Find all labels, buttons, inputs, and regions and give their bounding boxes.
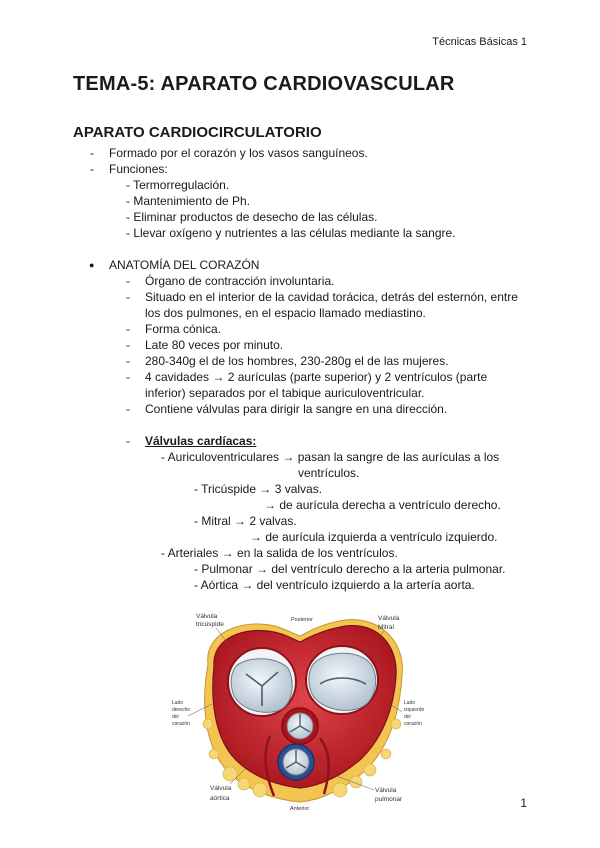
function-item: - Llevar oxígeno y nutrientes a las células mediante la sangre.	[126, 226, 456, 240]
intro-item: Formado por el corazón y los vasos sanguíneos.	[109, 146, 368, 160]
valve-line: ventrículos.	[298, 466, 360, 480]
label-left-side: del	[404, 714, 411, 720]
label-tricuspid: tricúspide	[196, 621, 224, 628]
function-item: - Termorregulación.	[126, 178, 230, 192]
label-pulmonary: pulmonar	[375, 796, 403, 803]
label-right-side: corazón	[172, 721, 190, 727]
running-header: Técnicas Básicas 1	[432, 36, 527, 48]
anatomy-item: Forma cónica.	[145, 322, 222, 336]
label-right-side: Lado	[172, 700, 184, 706]
label-posterior: Posterior	[291, 617, 314, 623]
heart-valves-figure	[170, 604, 430, 814]
label-aortic: aórtica	[210, 795, 230, 802]
label-anterior: Anterior	[290, 806, 310, 812]
anatomy-item: 4 cavidades → 2 aurículas (parte superior) y 2 ventrículos (parte	[145, 370, 488, 384]
dash-bullet: -	[126, 402, 130, 416]
valve-line: - Tricúspide → 3 valvas.	[194, 482, 323, 496]
valve-line: - Arteriales → en la salida de los ventrículos.	[161, 546, 398, 560]
tricuspid-valve	[228, 648, 296, 716]
valve-line: - Aórtica → del ventrículo izquierdo a la artería aorta.	[194, 578, 475, 592]
valve-line: → de aurícula derecha a ventrículo derecho.	[264, 498, 501, 512]
anatomy-item: Órgano de contracción involuntaria.	[145, 274, 335, 288]
label-mitral: Mitral	[378, 624, 394, 631]
label-left-side: corazón	[404, 721, 422, 727]
label-right-side: del	[172, 714, 179, 720]
dash-bullet: -	[90, 162, 94, 176]
dash-bullet: -	[126, 274, 130, 288]
valve-line: - Auriculoventriculares → pasan la sangre de las aurículas a los	[161, 450, 500, 464]
label-mitral: Válvula	[378, 615, 400, 622]
dash-bullet: -	[126, 354, 130, 368]
function-item: - Mantenimiento de Ph.	[126, 194, 251, 208]
label-left-side: izquierdo	[404, 707, 425, 713]
dash-bullet: -	[90, 146, 94, 160]
dash-bullet: -	[126, 370, 130, 384]
dash-bullet: -	[126, 322, 130, 336]
label-pulmonary: Válvula	[375, 787, 397, 794]
dash-bullet: -	[126, 338, 130, 352]
anatomy-item: los dos pulmones, en el espacio llamado mediastino.	[145, 306, 426, 320]
circle-bullet: ●	[89, 260, 95, 270]
label-aortic: Válvula	[210, 785, 232, 792]
valve-line: - Pulmonar → del ventrículo derecho a la arteria pulmonar.	[194, 562, 506, 576]
anatomy-heading: ANATOMÍA DEL CORAZÓN	[109, 258, 260, 272]
dash-bullet: -	[126, 290, 130, 304]
page-number: 1	[520, 796, 527, 810]
pulmonary-valve-shape	[278, 744, 314, 780]
mitral-valve	[306, 646, 378, 714]
label-tricuspid: Válvula	[196, 613, 218, 620]
valve-line: → de aurícula izquierda a ventrículo izquierdo.	[250, 530, 498, 544]
label-left-side: Lado	[404, 700, 416, 706]
aortic-valve-shape	[282, 708, 318, 744]
intro-item: Funciones:	[109, 162, 168, 176]
valves-heading: Válvulas cardíacas:	[145, 434, 257, 448]
dash-bullet: -	[126, 434, 130, 448]
anatomy-item: 280-340g el de los hombres, 230-280g el de las mujeres.	[145, 354, 449, 368]
function-item: - Eliminar productos de desecho de las células.	[126, 210, 378, 224]
anatomy-item: Late 80 veces por minuto.	[145, 338, 284, 352]
anatomy-item: Situado en el interior de la cavidad torácica, detrás del esternón, entre	[145, 290, 518, 304]
label-right-side: derecho	[172, 707, 191, 713]
page-title: TEMA-5: APARATO CARDIOVASCULAR	[73, 73, 455, 95]
section-title: APARATO CARDIOCIRCULATORIO	[73, 124, 322, 141]
valve-line: - Mitral → 2 valvas.	[194, 514, 297, 528]
anatomy-item: Contiene válvulas para dirigir la sangre en una dirección.	[145, 402, 448, 416]
anatomy-item: inferior) separados por el tabique auriculoventricular.	[145, 386, 425, 400]
